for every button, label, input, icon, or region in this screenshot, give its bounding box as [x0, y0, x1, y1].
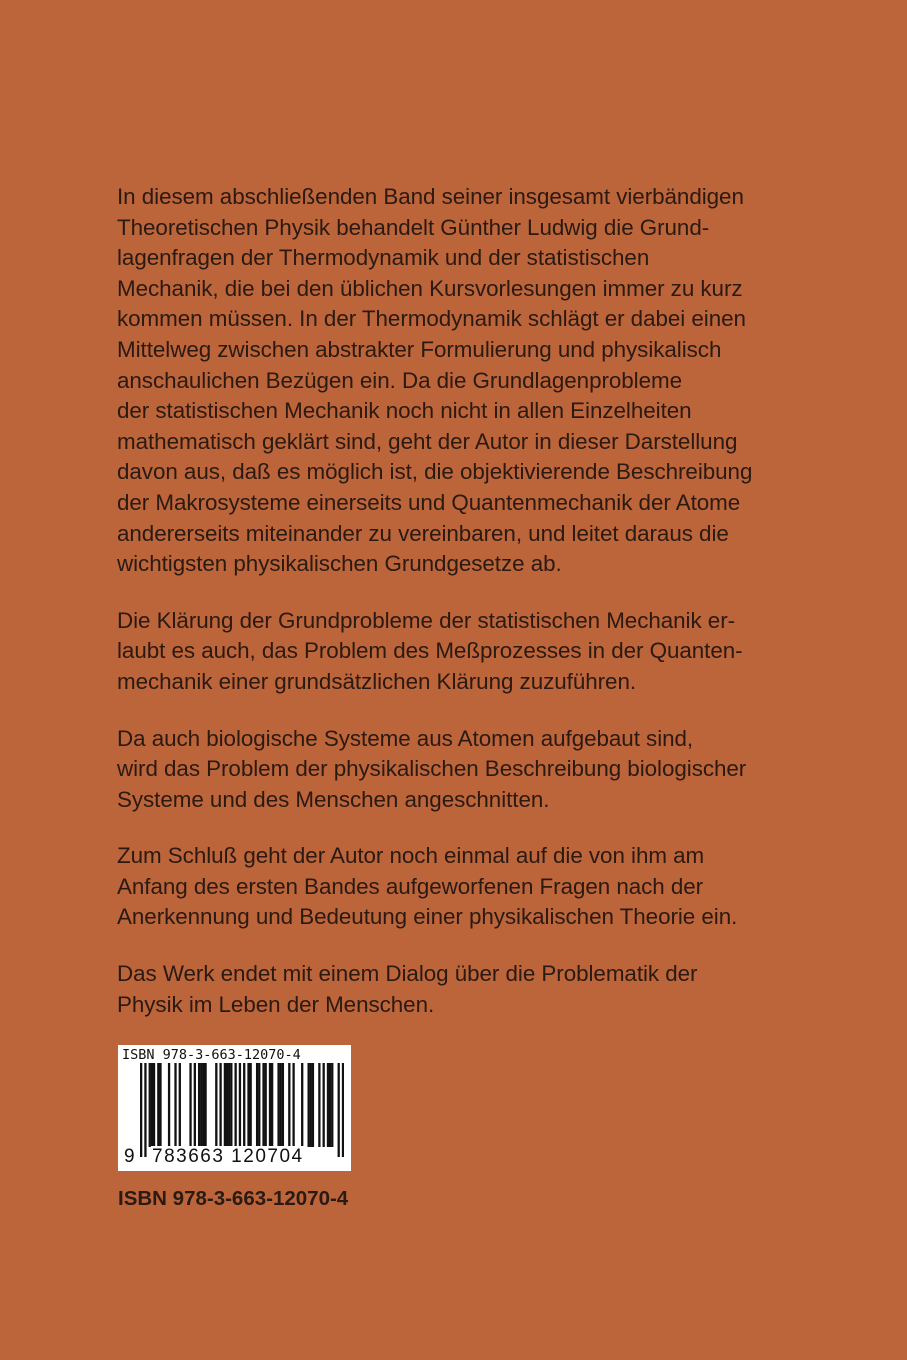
blurb-line: Zum Schluß geht der Autor noch einmal auf die von ihm am [117, 843, 705, 869]
blurb-line: wichtigsten physikalischen Grundgesetze ab. [117, 551, 562, 577]
barcode-bar [277, 1063, 279, 1147]
barcode-bar [323, 1063, 325, 1147]
barcode-guard-bar [243, 1063, 245, 1157]
blurb-line: Mittelweg zwischen abstrakter Formulierung und physikalisch [117, 336, 722, 362]
barcode-bar [271, 1063, 273, 1147]
blurb-line: Anfang des ersten Bandes aufgeworfenen Fragen nach der [117, 873, 704, 899]
barcode-bar [258, 1063, 260, 1147]
barcode-isbn-label: ISBN 978-3-663-12070-4 [122, 1047, 301, 1063]
barcode-bar [202, 1063, 204, 1147]
barcode-bar [292, 1063, 294, 1147]
barcode-guard-bar [144, 1063, 146, 1157]
blurb-line: In diesem abschließenden Band seiner insgesamt vierbändigen [117, 184, 744, 209]
barcode-bar [174, 1063, 176, 1147]
barcode-bar [215, 1063, 217, 1147]
barcode-bar [230, 1063, 232, 1147]
blurb-line: Theoretischen Physik behandelt Günther Ludwig die Grund- [117, 214, 710, 240]
blurb-line: Mechanik, die bei den üblichen Kursvorlesungen immer zu kurz [117, 275, 743, 301]
barcode-bar [204, 1063, 206, 1147]
blurb-line: mathematisch geklärt sind, geht der Autor in dieser Darstellung [117, 428, 738, 454]
barcode-bar [149, 1063, 151, 1147]
barcode-bar [318, 1063, 320, 1147]
barcode-bar [153, 1063, 155, 1147]
blurb-line: der statistischen Mechanik noch nicht in allen Einzelheiten [117, 398, 692, 424]
barcode-bar [179, 1063, 181, 1147]
barcode-bar [256, 1063, 258, 1147]
barcode-bar [194, 1063, 196, 1147]
barcode-bars [140, 1063, 344, 1157]
blurb-line: anschaulichen Bezügen ein. Da die Grundlagenprobleme [117, 367, 683, 393]
barcode-guard-bar [342, 1063, 344, 1157]
barcode-bar [310, 1063, 312, 1147]
barcode-bar [228, 1063, 230, 1147]
barcode-bar [280, 1063, 282, 1147]
blurb-line: davon aus, daß es möglich ist, die objektivierende Beschreibung [117, 459, 753, 485]
blurb-line: Da auch biologische Systeme aus Atomen aufgebaut sind, [117, 725, 694, 751]
blurb-line: Anerkennung und Bedeutung einer physikalischen Theorie ein. [117, 904, 738, 930]
barcode-bar [219, 1063, 221, 1147]
blurb-line: kommen müssen. In der Thermodynamik schlägt er dabei einen [117, 306, 746, 332]
blurb-paragraph [117, 606, 837, 698]
barcode-guard-bar [239, 1063, 241, 1157]
barcode-digits: 783663 120704 [152, 1146, 304, 1167]
barcode-bar [224, 1063, 226, 1147]
blurb-line: Systeme und des Menschen angeschnitten. [117, 786, 550, 812]
blurb-paragraph [117, 182, 837, 580]
barcode-guard-bar [338, 1063, 340, 1157]
barcode-guard-bar [140, 1063, 142, 1157]
blurb-paragraph [117, 959, 837, 1020]
blurb-paragraph [117, 724, 837, 816]
barcode-bar [189, 1063, 191, 1147]
barcode-bar [331, 1063, 333, 1147]
barcode-bar [198, 1063, 200, 1147]
barcode-bar [159, 1063, 161, 1147]
barcode-bar [250, 1063, 252, 1147]
barcode-bar [301, 1063, 303, 1147]
barcode-bar [282, 1063, 284, 1147]
barcode-bar [269, 1063, 271, 1147]
blurb-line: andererseits miteinander zu vereinbaren, und leitet daraus die [117, 520, 729, 546]
blurb-line: laubt es auch, das Problem des Meßprozesses in der Quanten- [117, 638, 743, 664]
blurb-text [117, 182, 837, 1046]
blurb-line: wird das Problem der physikalischen Beschreibung biologischer [117, 756, 747, 782]
barcode-bar [157, 1063, 159, 1147]
barcode-bar [151, 1063, 153, 1147]
barcode-bar [312, 1063, 314, 1147]
barcode-bar [168, 1063, 170, 1147]
isbn-printed: ISBN 978-3-663-12070-4 [118, 1187, 349, 1210]
barcode-lead-digit: 9 [124, 1146, 135, 1167]
blurb-line: mechanik einer grundsätzlichen Klärung zuzuführen. [117, 668, 637, 694]
barcode-bar [288, 1063, 290, 1147]
barcode-bar [247, 1063, 249, 1147]
blurb-line: der Makrosysteme einerseits und Quantenmechanik der Atome [117, 489, 741, 515]
barcode-bar [234, 1063, 236, 1147]
barcode-bar [200, 1063, 202, 1147]
barcode-bar [265, 1063, 267, 1147]
barcode-bar [307, 1063, 309, 1147]
barcode-bar [226, 1063, 228, 1147]
blurb-line: Die Klärung der Grundprobleme der statistischen Mechanik er- [117, 607, 736, 633]
barcode [118, 1045, 351, 1171]
blurb-line: Das Werk endet mit einem Dialog über die Problematik der [117, 961, 698, 987]
barcode-bar [262, 1063, 264, 1147]
blurb-line: Physik im Leben der Menschen. [117, 991, 435, 1017]
barcode-bar [329, 1063, 331, 1147]
blurb-line: lagenfragen der Thermodynamik und der statistischen [117, 245, 650, 271]
barcode-bar [327, 1063, 329, 1147]
blurb-paragraph [117, 841, 837, 933]
